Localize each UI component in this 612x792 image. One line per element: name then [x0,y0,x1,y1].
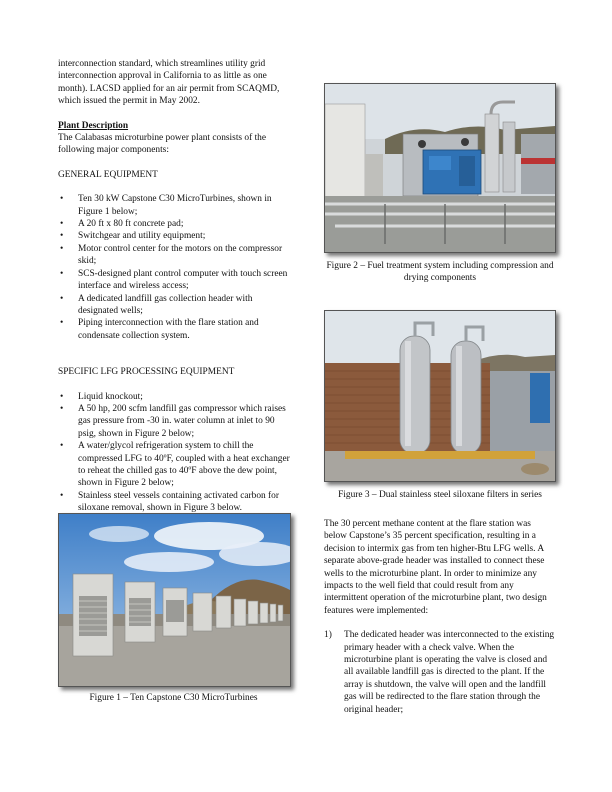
plant-description-heading: Plant Description [58,120,129,131]
bullet-icon: • [60,490,64,501]
list-item: • Stainless steel vessels containing activated carbon for siloxane removal, shown in Figure 3 below. [60,490,279,514]
figure-1-caption: Figure 1 – Ten Capstone C30 MicroTurbines [89,693,258,703]
list-item: • A water/glycol refrigeration system to chill the compressed LFG to 40ºF, coupled with a heat exchanger to reheat the chilled gas to 40ºF above the dew point, shown in Figure 2 below; [60,441,290,489]
specific-lfg-list [58,391,294,515]
list-item: • SCS-designed plant control computer with touch screen interface and wireless access; [60,268,288,292]
general-equipment-heading: GENERAL EQUIPMENT [58,169,158,180]
bullet-icon: • [60,219,64,230]
right-column [324,518,556,716]
list-item: • Liquid knockout; [60,391,143,402]
list-item: • A 50 hp, 200 scfm landfill gas compressor which raises gas pressure from -30 in. water column at inlet to 90 psig, shown in Figure 2 below; [60,403,286,439]
bullet-icon: • [60,243,64,254]
bullet-icon: • [60,194,64,205]
plant-intro-paragraph: The Calabasas microturbine power plant consists of the following major components: [58,133,267,156]
figure-3-caption: Figure 3 – Dual stainless steel siloxane filters in series [338,490,542,500]
figure-2-caption: Figure 2 – Fuel treatment system including compression and drying components [326,261,554,283]
list-item: • Piping interconnection with the flare station and condensate collection system. [60,318,259,341]
bullet-icon: • [60,293,64,304]
bullet-icon: • [60,441,64,452]
bullet-icon: • [60,403,64,414]
list-item: • Motor control center for the motors on the compressor skid; [60,243,283,267]
list-item: • A 20 ft x 80 ft concrete pad; [60,219,184,230]
bullet-icon: • [60,318,64,329]
figure-3-photo [324,310,556,482]
figure-1-photo [58,513,291,687]
bullet-icon: • [60,268,64,279]
figure-2-photo [324,83,556,253]
bullet-icon: • [60,231,64,242]
design-features-list [324,629,556,716]
list-number: 1) [324,630,332,641]
list-item: • Ten 30 kW Capstone C30 MicroTurbines, shown in Figure 1 below; [60,194,272,217]
list-item: • Switchgear and utility equipment; [60,231,206,242]
list-item: • A dedicated landfill gas collection header with designated wells; [60,293,253,316]
methane-paragraph: The 30 percent methane content at the flare station was below Capstone’s 35 percent specification, resulting in a decision to intermix gas from ten higher-Btu LFG wells. A separate above-grade header was installed to connect these wells to the microturbine plant. In order to minimize any impacts to the well field that could result from any intermittent operation of the microturbine plant, two design features were implemented: [324,519,547,616]
bullet-icon: • [60,391,64,402]
list-item: 1) The dedicated header was interconnected to the existing primary header with a check valve. When the microturbine plant is operating the valve is closed and all available landfill gas is directed to the plant. If the array is shutdown, the valve will open and the landfill gas will be redirected to the flare station through the original header; [324,630,555,715]
general-equipment-list [58,193,294,342]
left-column [58,58,294,515]
specific-lfg-heading: SPECIFIC LFG PROCESSING EQUIPMENT [58,367,235,378]
intro-paragraph: interconnection standard, which streamlines utility grid interconnection approval in California to as little as one month). LACSD applied for an air permit from SCAQMD, which issued the permit in May 2002. [58,59,280,107]
